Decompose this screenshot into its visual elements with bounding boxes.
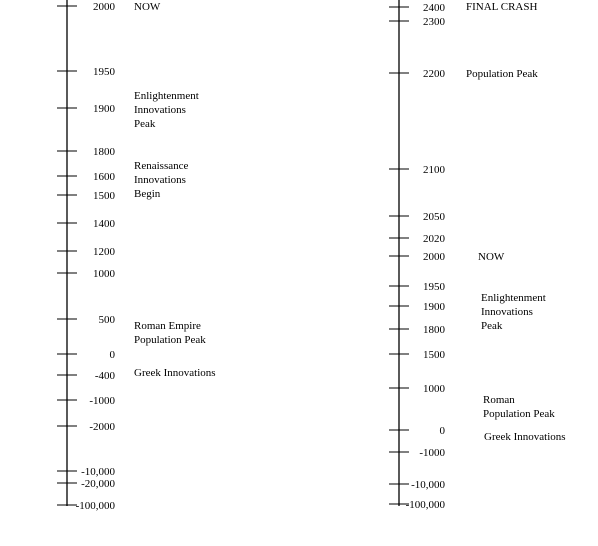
- year-label: -20,000: [81, 478, 115, 490]
- event-label: Renaissance: [134, 160, 189, 172]
- year-label: -400: [94, 370, 115, 382]
- event-label: Enlightenment: [481, 292, 546, 304]
- year-label: 0: [439, 425, 445, 437]
- event-label: Innovations: [134, 174, 186, 186]
- event-label: FINAL CRASH: [466, 1, 538, 13]
- left-timeline: [57, 0, 216, 512]
- year-label: 1900: [93, 103, 115, 115]
- event-label: Greek Innovations: [484, 431, 566, 443]
- year-label: 1500: [423, 349, 445, 361]
- year-label: 1400: [93, 218, 115, 230]
- year-label: -1000: [419, 447, 445, 459]
- event-label: NOW: [478, 251, 505, 263]
- event-label: Begin: [134, 188, 161, 200]
- year-label: 1900: [423, 301, 445, 313]
- event-label: NOW: [134, 1, 161, 13]
- event-label: Population Peak: [466, 68, 538, 80]
- event-label: Roman: [483, 394, 515, 406]
- right-timeline: [389, 0, 566, 511]
- year-label: 2000: [423, 251, 445, 263]
- year-label: 1000: [93, 268, 115, 280]
- year-label: 2100: [423, 164, 445, 176]
- year-label: -100,000: [75, 500, 115, 512]
- year-label: 1200: [93, 246, 115, 258]
- year-label: 1950: [423, 281, 445, 293]
- year-label: 1800: [93, 146, 115, 158]
- year-label: -10,000: [81, 466, 115, 478]
- year-label: 1500: [93, 190, 115, 202]
- year-label: 1950: [93, 66, 115, 78]
- year-label: -1000: [89, 395, 115, 407]
- year-label: 2300: [423, 16, 445, 28]
- year-label: 500: [98, 314, 115, 326]
- event-label: Peak: [134, 118, 156, 130]
- year-label: 1800: [423, 324, 445, 336]
- event-label: Peak: [481, 320, 503, 332]
- event-label: Innovations: [134, 104, 186, 116]
- event-label: Population Peak: [483, 408, 555, 420]
- year-label: 2400: [423, 2, 445, 14]
- event-label: Innovations: [481, 306, 533, 318]
- event-label: Greek Innovations: [134, 367, 216, 379]
- year-label: -2000: [89, 421, 115, 433]
- year-label: 2000: [93, 1, 115, 13]
- year-label: -10,000: [411, 479, 445, 491]
- year-label: 2020: [423, 233, 445, 245]
- year-label: 2050: [423, 211, 445, 223]
- event-label: Population Peak: [134, 334, 206, 346]
- year-label: 1000: [423, 383, 445, 395]
- year-label: 0: [109, 349, 115, 361]
- year-label: 2200: [423, 68, 445, 80]
- event-label: Roman Empire: [134, 320, 201, 332]
- year-label: 1600: [93, 171, 115, 183]
- year-label: -100,000: [405, 499, 445, 511]
- event-label: Enlightenment: [134, 90, 199, 102]
